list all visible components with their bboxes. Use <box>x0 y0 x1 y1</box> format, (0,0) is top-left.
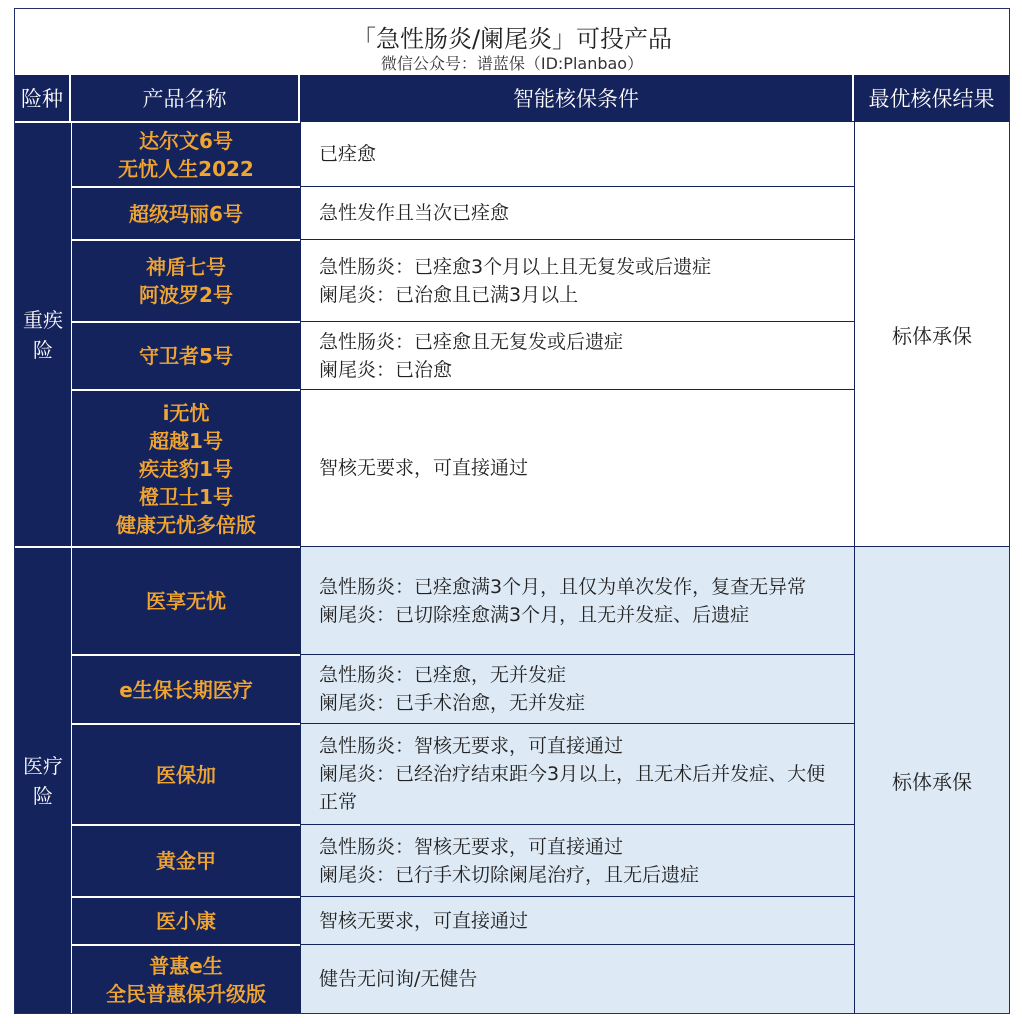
condition-cell: 急性肠炎：智核无要求，可直接通过 阑尾炎：已行手术切除阑尾治疗，且无后遗症 <box>300 824 854 896</box>
product-cell: 医享无忧 <box>71 546 300 654</box>
product-cell: 普惠e生 全民普惠保升级版 <box>71 944 300 1013</box>
product-cell: e生保长期医疗 <box>71 654 300 723</box>
condition-cell: 智核无要求，可直接通过 <box>300 389 854 546</box>
product-cell: 黄金甲 <box>71 824 300 896</box>
condition-cell: 急性肠炎：已痊愈3个月以上且无复发或后遗症 阑尾炎：已治愈且已满3月以上 <box>300 239 854 321</box>
header-product: 产品名称 <box>71 75 300 121</box>
product-cell: i无忧 超越1号 疾走豹1号 橙卫士1号 健康无忧多倍版 <box>71 389 300 546</box>
condition-cell: 急性肠炎：已痊愈，无并发症 阑尾炎：已手术治愈，无并发症 <box>300 654 854 723</box>
condition-cell: 健告无问询/无健告 <box>300 944 854 1013</box>
table-title: 「急性肠炎/阑尾炎」可投产品 <box>351 25 673 53</box>
type-medical: 医疗 险 <box>15 546 71 1013</box>
product-cell: 神盾七号 阿波罗2号 <box>71 239 300 321</box>
table-title-block <box>15 9 1009 75</box>
condition-cell: 急性肠炎：已痊愈且无复发或后遗症 阑尾炎：已治愈 <box>300 321 854 389</box>
header-result: 最优核保结果 <box>854 75 1009 121</box>
condition-cell: 急性肠炎：智核无要求，可直接通过 阑尾炎：已经治疗结束距今3月以上，且无术后并发症、大便正常 <box>300 723 854 824</box>
condition-cell: 智核无要求，可直接通过 <box>300 896 854 944</box>
header-condition: 智能核保条件 <box>300 75 854 121</box>
header-type: 险种 <box>15 75 71 121</box>
result-critical-illness: 标体承保 <box>854 121 1009 546</box>
type-critical-illness: 重疾 险 <box>15 121 71 546</box>
product-cell: 医保加 <box>71 723 300 824</box>
insurance-table <box>14 8 1010 1014</box>
product-cell: 达尔文6号 无忧人生2022 <box>71 121 300 186</box>
product-cell: 医小康 <box>71 896 300 944</box>
condition-cell: 急性肠炎：已痊愈满3个月，且仅为单次发作，复查无异常 阑尾炎：已切除痊愈满3个月，且无并发症、后遗症 <box>300 546 854 654</box>
condition-cell: 急性发作且当次已痊愈 <box>300 186 854 239</box>
condition-cell: 已痊愈 <box>300 121 854 186</box>
table-subtitle: 微信公众号：谱蓝保（ID:Planbao） <box>380 54 644 73</box>
product-cell: 守卫者5号 <box>71 321 300 389</box>
result-medical: 标体承保 <box>854 546 1009 1013</box>
product-cell: 超级玛丽6号 <box>71 186 300 239</box>
